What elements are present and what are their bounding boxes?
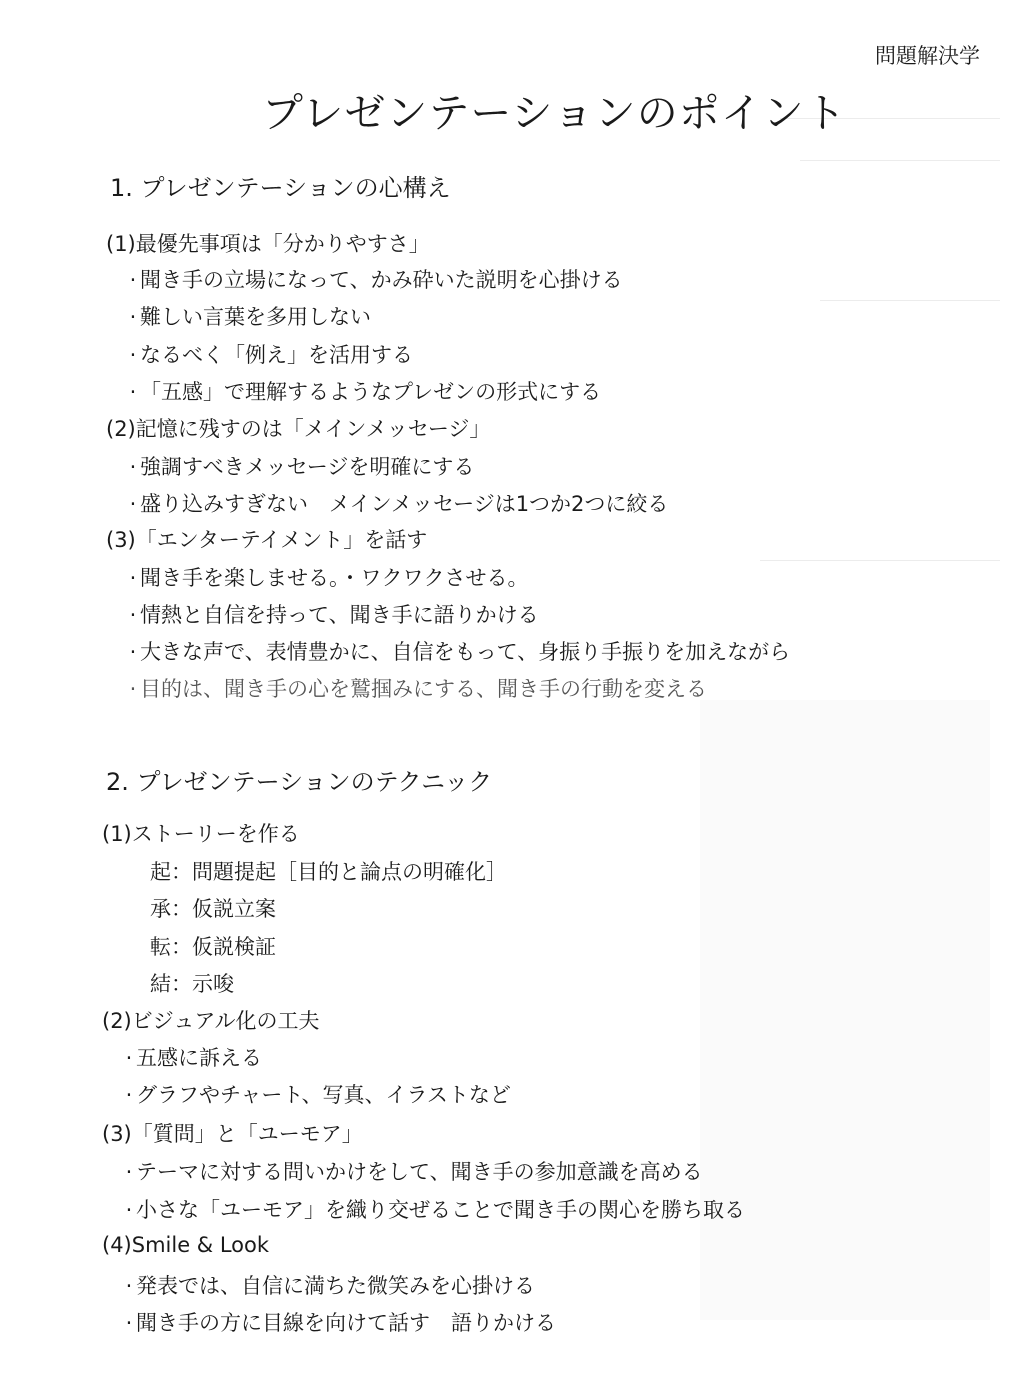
list-item: · グラフやチャート、写真、イラストなど [125,1083,511,1107]
group-2-2-heading: (2)ビジュアル化の工夫 [102,1009,320,1033]
story-step-ki: 起：問題提起［目的と論点の明確化］ [150,860,507,884]
list-item: · 五感に訴える [125,1046,262,1070]
bleed-line [800,160,1000,161]
group-2-3-heading: (3)「質問」と「ユーモア」 [102,1122,363,1146]
list-item: · 情熱と自信を持って、聞き手に語りかける [129,603,539,627]
bleed-line [820,300,1000,301]
list-item: · 発表では、自信に満ちた微笑みを心掛ける [125,1274,535,1298]
group-1-3-heading: (3)「エンターテイメント」を話す [106,528,428,552]
list-item: · 大きな声で、表情豊かに、自信をもって、身振り手振りを加えながら [129,640,791,664]
list-item: · 「五感」で理解するようなプレゼンの形式にする [129,380,602,404]
section-1-heading: 1. プレゼンテーションの心構え [110,174,451,202]
list-item: · 聞き手の方に目線を向けて話す 語りかける [125,1311,556,1335]
group-1-1-heading: (1)最優先事項は「分かりやすさ」 [106,232,430,256]
group-2-4-heading: (4)Smile & Look [102,1233,270,1257]
list-item: · なるべく「例え」を活用する [129,343,413,367]
course-label: 問題解決学 [875,44,980,68]
list-item: · 聞き手の立場になって、かみ砕いた説明を心掛ける [129,268,623,292]
bleed-through-area [700,700,990,1320]
list-item: · 難しい言葉を多用しない [129,305,371,329]
story-step-sho: 承：仮説立案 [150,897,276,921]
list-item: · 目的は、聞き手の心を鷲掴みにする、聞き手の行動を変える [129,677,707,701]
group-1-2-heading: (2)記憶に残すのは「メインメッセージ」 [106,417,491,441]
list-item: · 小さな「ユーモア」を織り交ぜることで聞き手の関心を勝ち取る [125,1198,745,1222]
list-item: · テーマに対する問いかけをして、聞き手の参加意識を高める [125,1160,703,1184]
document-title: プレゼンテーションのポイント [262,89,847,137]
story-step-ten: 転：仮説検証 [150,935,276,959]
bleed-line [760,560,1000,561]
section-2-heading: 2. プレゼンテーションのテクニック [106,768,493,796]
story-heading: (1)ストーリーを作る [102,822,300,846]
list-item: · 聞き手を楽しませる。・ワクワクさせる。 [129,566,529,590]
list-item: · 盛り込みすぎない メインメッセージは1つか2つに絞る [129,492,669,516]
story-step-ketsu: 結：示唆 [150,972,234,996]
list-item: · 強調すべきメッセージを明確にする [129,455,475,479]
